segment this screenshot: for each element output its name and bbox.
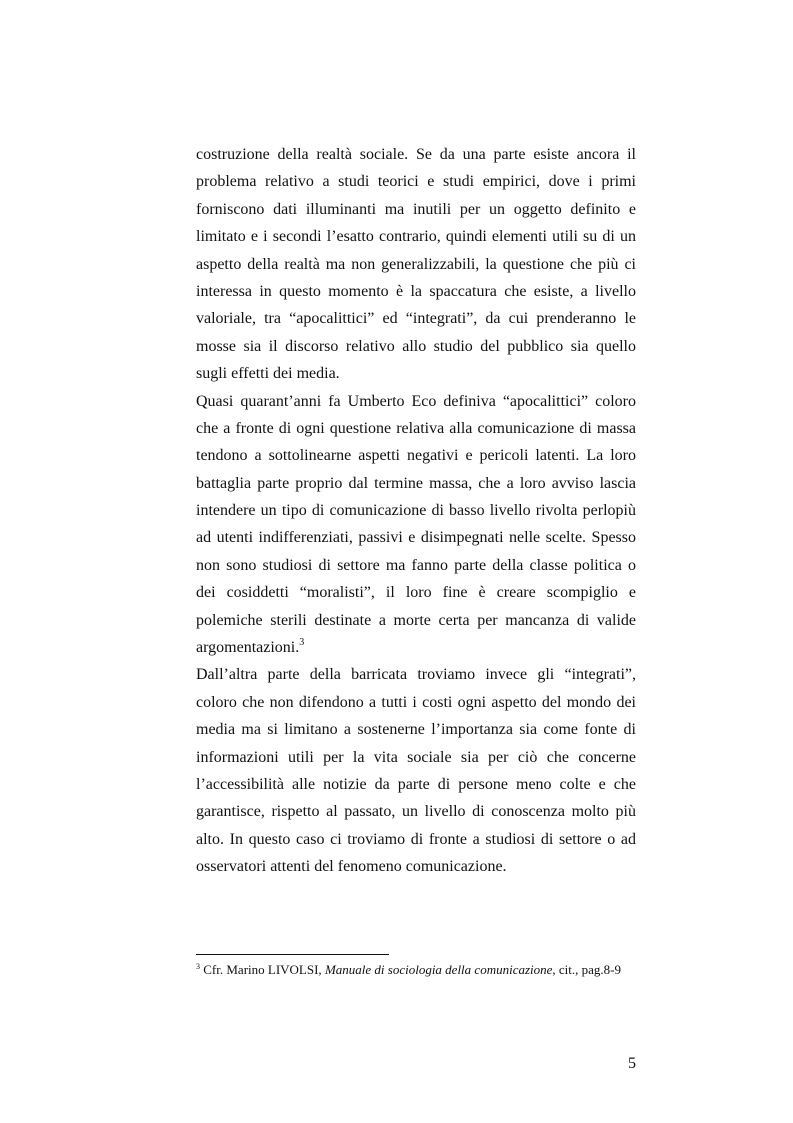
text-line: Dall’altra parte della barricata troviamo invece gli “integrati”, [196,666,636,684]
text-line: dei cosiddetti “moralisti”, il loro fine è creare scompiglio e [196,584,636,602]
text-line: aspetto della realtà ma non generalizzabili, la questione che più ci [196,255,636,273]
footnote-reference[interactable]: 3 [299,637,305,649]
footnote [196,962,656,978]
text-line: osservatori attenti del fenomeno comunicazione. [196,858,507,876]
text-line: intendere un tipo di comunicazione di basso livello rivolta perlopiù [196,502,636,520]
text-line: media ma si limitano a sostenerne l’importanza sia come fonte di [196,721,636,739]
footnote-number: 3 [196,962,200,971]
text-line: sugli effetti dei media. [196,365,340,383]
text-line: coloro che non difendono a tutti i costi ogni aspetto del mondo dei [196,693,636,711]
text-line: costruzione della realtà sociale. Se da una parte esiste ancora il [196,146,636,163]
text-line: problema relativo a studi teorici e studi empirici, dove i primi [196,173,636,191]
footnote-suffix: , cit., pag.8-9 [552,962,621,977]
text-line: che a fronte di ogni questione relativa alla comunicazione di massa [196,419,636,437]
text-line: mosse sia il discorso relativo allo studio del pubblico sia quello [196,337,636,355]
text-line: informazioni utili per la vita sociale sia per ciò che concerne [196,748,636,766]
text-line-content: argomentazioni. [196,639,300,657]
text-line-with-footnote-ref [196,634,636,661]
text-line: forniscono dati illuminanti ma inutili per un oggetto definito e [196,200,636,218]
text-line: non sono studiosi di settore ma fanno parte della classe politica o [196,556,636,574]
text-line: limitato e i secondi l’esatto contrario, quindi elementi utili su di un [196,228,636,246]
text-line: ad utenti indifferenziati, passivi e disimpegnati nelle scelte. Spesso [196,529,636,547]
text-line: Quasi quarant’anni fa Umberto Eco definiva “apocalittici” coloro [196,392,636,410]
text-line: polemiche sterili destinate a morte certa per mancanza di valide [196,611,636,629]
text-line: alto. In questo caso ci troviamo di fronte a studiosi di settore o ad [196,830,636,848]
text-line: valoriale, tra “apocalittici” ed “integrati”, da cui prenderanno le [196,310,636,328]
footnote-book-title: Manuale di sociologia della comunicazione [324,962,553,977]
footnote-prefix: Cfr. Marino LIVOLSI, [200,962,325,977]
body-text [196,141,636,881]
text-line: battaglia parte proprio dal termine massa, che a loro avviso lascia [196,474,636,492]
text-line: garantisce, rispetto al passato, un livello di conoscenza molto più [196,803,636,821]
footnote-separator [196,954,389,955]
text-line: tendono a sottolinearne aspetti negativi e pericoli latenti. La loro [196,447,636,465]
text-line: interessa in questo momento è la spaccatura che esiste, a livello [196,282,636,300]
text-line: l’accessibilità alle notizie da parte di persone meno colte e che [196,775,636,793]
page-number: 5 [628,1055,636,1072]
